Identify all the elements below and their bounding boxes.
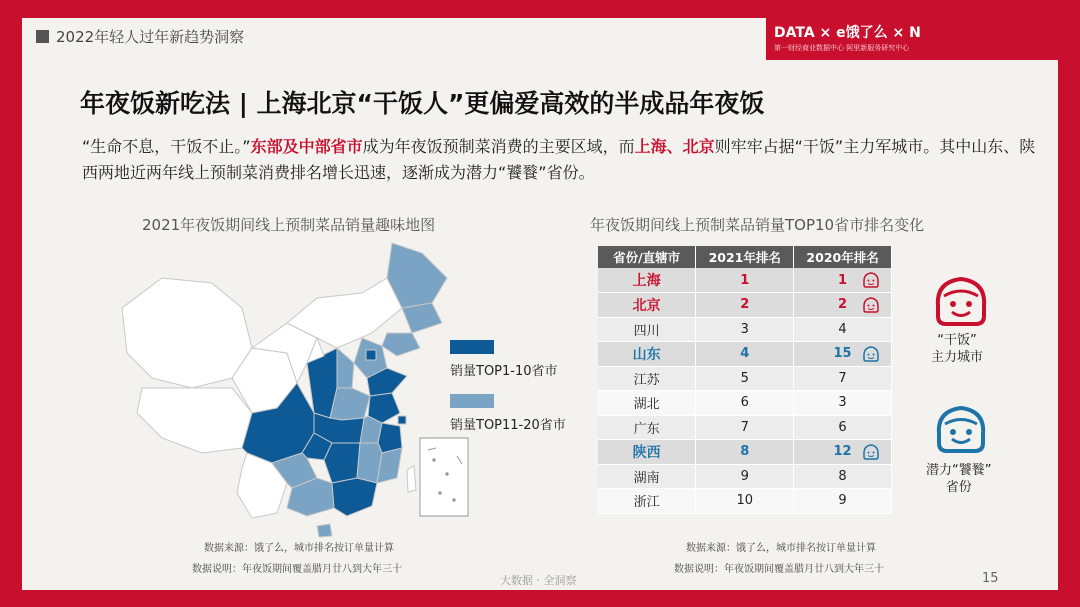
cell-rank-2020: 7 <box>794 366 892 391</box>
potential-province-small-icon <box>861 345 881 363</box>
table-row <box>598 440 892 465</box>
map-region-xinjiang <box>122 278 252 388</box>
intro-paragraph <box>82 134 1042 186</box>
cell-province: 陕西 <box>598 440 696 465</box>
potential-province-label <box>926 462 991 496</box>
table-row <box>598 366 892 391</box>
potential-label-line2: 省份 <box>945 480 972 495</box>
series-square-icon <box>36 30 49 43</box>
legend-label-top20: 销量TOP11-20省市 <box>450 418 566 433</box>
potential-province-small-icon <box>861 443 881 461</box>
cell-province: 四川 <box>598 317 696 342</box>
cell-rank-2020: 3 <box>794 391 892 416</box>
cell-rank-2021: 6 <box>696 391 794 416</box>
main-city-icon <box>932 274 990 330</box>
map-title: 2021年夜饭期间线上预制菜品销量趣味地图 <box>142 216 436 234</box>
cell-province: 上海 <box>598 268 696 293</box>
header-2021: 2021年排名 <box>696 246 794 268</box>
cell-rank-2021: 4 <box>696 342 794 367</box>
china-map <box>102 238 472 538</box>
cell-rank-2020 <box>794 268 892 293</box>
table-row <box>598 268 892 293</box>
map-region-henan <box>330 388 370 420</box>
map-explain-note: 数据说明：年夜饭期间覆盖腊月廿八到大年三十 <box>192 564 402 575</box>
table-row <box>598 464 892 489</box>
header-2020: 2020年排名 <box>794 246 892 268</box>
intro-highlight-cities: 上海、北京 <box>634 137 715 156</box>
potential-label-line1: 潜力“饕餮” <box>926 463 992 478</box>
map-region-hainan <box>317 524 332 537</box>
table-title: 年夜饭期间线上预制菜品销量TOP10省市排名变化 <box>590 216 925 234</box>
cell-rank-2021: 9 <box>696 464 794 489</box>
cell-rank-2020: 8 <box>794 464 892 489</box>
potential-province-icon <box>934 404 988 456</box>
cell-rank-2021: 10 <box>696 489 794 514</box>
rank-2020-value: 15 <box>833 346 852 362</box>
cell-rank-2020: 6 <box>794 415 892 440</box>
map-region-shanghai <box>398 416 406 424</box>
table-source-note: 数据来源：饿了么，城市排名按订单量计算 <box>686 543 876 554</box>
footer-text: 大数据 · 全洞察 <box>500 574 577 587</box>
map-region-shanxi <box>337 348 354 388</box>
cell-province: 湖北 <box>598 391 696 416</box>
cell-rank-2020: 9 <box>794 489 892 514</box>
map-source-note: 数据来源：饿了么，城市排名按订单量计算 <box>204 543 394 554</box>
cell-province: 广东 <box>598 415 696 440</box>
cell-province: 山东 <box>598 342 696 367</box>
table-row <box>598 293 892 318</box>
table-row <box>598 317 892 342</box>
table-row <box>598 391 892 416</box>
map-region-beijing <box>366 350 376 360</box>
main-city-label-line2: 主力城市 <box>931 350 984 365</box>
map-region-hunan <box>324 443 360 483</box>
legend-swatch-top20 <box>450 394 494 408</box>
map-region-guangdong <box>332 478 377 516</box>
legend-swatch-top10 <box>450 340 494 354</box>
rank-2020-value: 2 <box>838 297 848 313</box>
cell-province: 浙江 <box>598 489 696 514</box>
legend-top20 <box>450 394 566 433</box>
map-region-liaoning <box>382 333 420 356</box>
table-row <box>598 415 892 440</box>
cell-province: 江苏 <box>598 366 696 391</box>
intro-text-2: 则牢牢占据“干饭”主力军城市。其中山东、陕西两地近两年线上预制菜消费排名增长迅速，逐渐成为潜力“饕餮”省份。 <box>82 137 1036 182</box>
table-row <box>598 342 892 367</box>
main-city-small-icon <box>861 271 881 289</box>
cell-rank-2021: 8 <box>696 440 794 465</box>
cell-rank-2021: 3 <box>696 317 794 342</box>
legend-top10 <box>450 340 558 379</box>
main-city-label-line1: “干饭” <box>937 333 977 348</box>
cell-rank-2021: 2 <box>696 293 794 318</box>
brand-logos: DATA × e饿了么 × N <box>774 25 921 41</box>
slide <box>22 18 1058 590</box>
south-sea-inset <box>420 438 468 516</box>
map-region-jilin <box>402 303 442 333</box>
cell-province: 湖南 <box>598 464 696 489</box>
main-city-small-icon <box>861 296 881 314</box>
page-title: 年夜饭新吃法 | 上海北京“干饭人”更偏爱高效的半成品年夜饭 <box>80 89 765 118</box>
legend-label-top10: 销量TOP1-10省市 <box>450 364 558 379</box>
rank-2020-value: 12 <box>833 444 852 460</box>
brand-banner <box>766 18 1058 60</box>
intro-highlight-region: 东部及中部省市 <box>250 137 363 156</box>
brand-subtitle: 第一财经商业数据中心 阿里新服务研究中心 <box>774 44 910 52</box>
intro-text-1: 成为年夜饭预制菜消费的主要区域，而 <box>362 137 635 156</box>
table-explain-note: 数据说明：年夜饭期间覆盖腊月廿八到大年三十 <box>674 564 884 575</box>
map-region-taiwan <box>407 466 416 492</box>
cell-rank-2020 <box>794 342 892 367</box>
table-header-row <box>598 246 892 268</box>
cell-rank-2020 <box>794 440 892 465</box>
cell-rank-2020 <box>794 293 892 318</box>
cell-rank-2020: 4 <box>794 317 892 342</box>
intro-quote: “生命不息，干饭不止。” <box>82 137 251 156</box>
main-city-label <box>931 332 983 366</box>
ranking-table <box>598 246 892 514</box>
page-number: 15 <box>982 571 999 586</box>
cell-rank-2021: 7 <box>696 415 794 440</box>
rank-2020-value: 1 <box>838 272 848 288</box>
table-row <box>598 489 892 514</box>
cell-rank-2021: 5 <box>696 366 794 391</box>
series-title: 2022年轻人过年新趋势洞察 <box>56 28 245 46</box>
cell-rank-2021: 1 <box>696 268 794 293</box>
cell-province: 北京 <box>598 293 696 318</box>
map-region-tibet <box>137 388 252 453</box>
header-province: 省份/直辖市 <box>598 246 696 268</box>
